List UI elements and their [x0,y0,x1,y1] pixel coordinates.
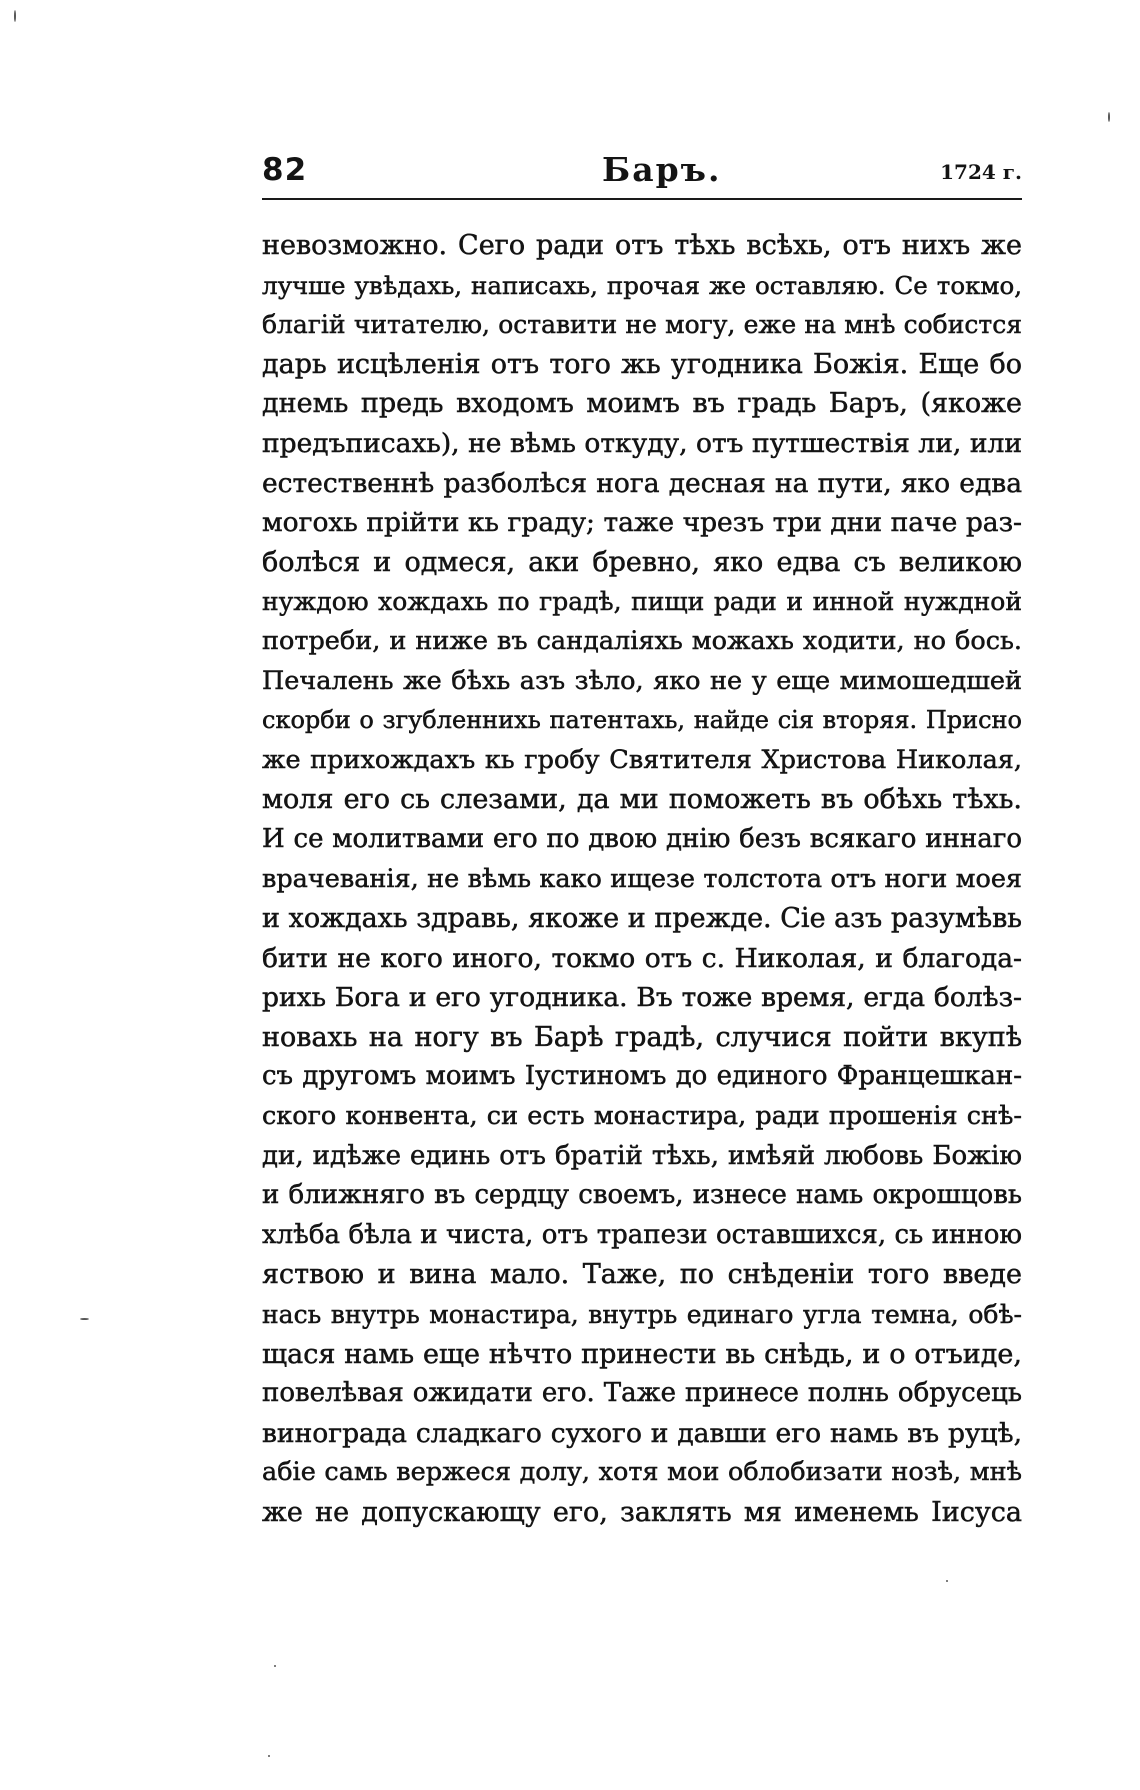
text-line: новахь на ногу въ Барѣ градѣ, случися пойти вкупѣ [262,1021,1022,1053]
text-line: ского конвента, си есть монастира, ради прошенія снѣ- [262,1101,1022,1132]
text-line: И се молитвами его по двою днію безъ всякаго иннаго [262,823,1022,854]
scan-speck [14,10,16,22]
text-line: врачеванія, не вѣмь како ищезе толстота отъ ноги моея [262,863,1022,894]
text-line: благій читателю, оставити не могу, еже на мнѣ собистся [262,310,1022,340]
text-line: и хождахь здравь, якоже и прежде. Сіе азъ разумѣвь [262,903,1022,935]
scan-speck [946,1580,948,1582]
text-line: болѣся и одмеся, аки бревно, яко едва съ великою [262,546,1022,578]
page-number: 82 [262,152,308,188]
text-line: естественнѣ разболѣся нога десная на пути, яко едва [262,467,1022,499]
scan-speck [80,1318,89,1320]
text-line: съ другомъ моимъ Іустиномъ до единого Францешкан- [262,1061,1022,1092]
text-line: ди, идѣже единь отъ братій тѣхь, имѣяй любовь Божію [262,1140,1022,1171]
text-line: невозможно. Сего ради отъ тѣхь всѣхь, отъ нихъ же [262,230,1022,261]
scan-speck [268,1755,270,1757]
text-line: щася намь еще нѣчто принести вь снѣдь, и о отъиде, [262,1338,1022,1370]
text-line: потреби, и ниже въ сандаліяхь можахь ходити, но бось. [262,625,1022,656]
body-text [262,226,1022,1533]
text-line: повелѣвая ожидати его. Таже принесе полнь обрусець [262,1378,1022,1409]
text-line: скорби о згубленнихь патентахь, найде сія вторяя. Присно [262,706,1022,735]
year-label: 1724 г. [940,160,1022,184]
text-line: Печалень же бѣхь азъ зѣло, яко не у еще мимошедшей [262,665,1022,696]
running-title: Баръ. [602,150,722,189]
page-header [262,146,1022,192]
text-line: могохь прійти кь граду; таже чрезъ три дни паче раз- [262,507,1022,539]
text-line: и ближняго въ сердцу своемъ, изнесе намь окрошцовь [262,1180,1022,1211]
text-line: же не допускающу его, заклять мя именемь Іисуса [262,1497,1022,1528]
text-line: предъписахь), не вѣмь откуду, отъ путшествія ли, или [262,427,1022,459]
text-line: днемь предь входомъ моимъ въ градь Баръ, (якоже [262,388,1022,420]
text-line: дарь исцѣленія отъ того жь угодника Божія. Еще бо [262,348,1022,380]
scan-speck [274,1665,276,1667]
header-rule [262,198,1022,200]
text-line: моля его сь слезами, да ми поможеть въ обѣхь тѣхь. [262,784,1022,816]
text-line: же прихождахъ кь гробу Святителя Христова Николая, [262,744,1022,775]
text-line: яствою и вина мало. Таже, по снѣденіи того введе [262,1259,1022,1291]
text-line: нась внутрь монастира, внутрь единаго угла темна, обѣ- [262,1300,1022,1330]
text-line: рихь Бога и его угодника. Въ тоже время, егда болѣз- [262,982,1022,1014]
text-line: бити не кого иного, токмо отъ с. Николая, и благода- [262,942,1022,974]
text-line: винограда сладкаго сухого и давши его намь въ руцѣ, [262,1417,1022,1449]
text-line: абіе самь вержеся долу, хотя мои облобизати нозѣ, мнѣ [262,1457,1022,1488]
scan-speck [1108,112,1110,122]
text-line: лучше увѣдахь, написахь, прочая же оставляю. Се токмо, [262,270,1022,300]
text-line: хлѣба бѣла и чиста, отъ трапези оставшихся, сь инною [262,1219,1022,1250]
text-line: нуждою хождахь по градѣ, пищи ради и инной нуждной [262,587,1022,617]
